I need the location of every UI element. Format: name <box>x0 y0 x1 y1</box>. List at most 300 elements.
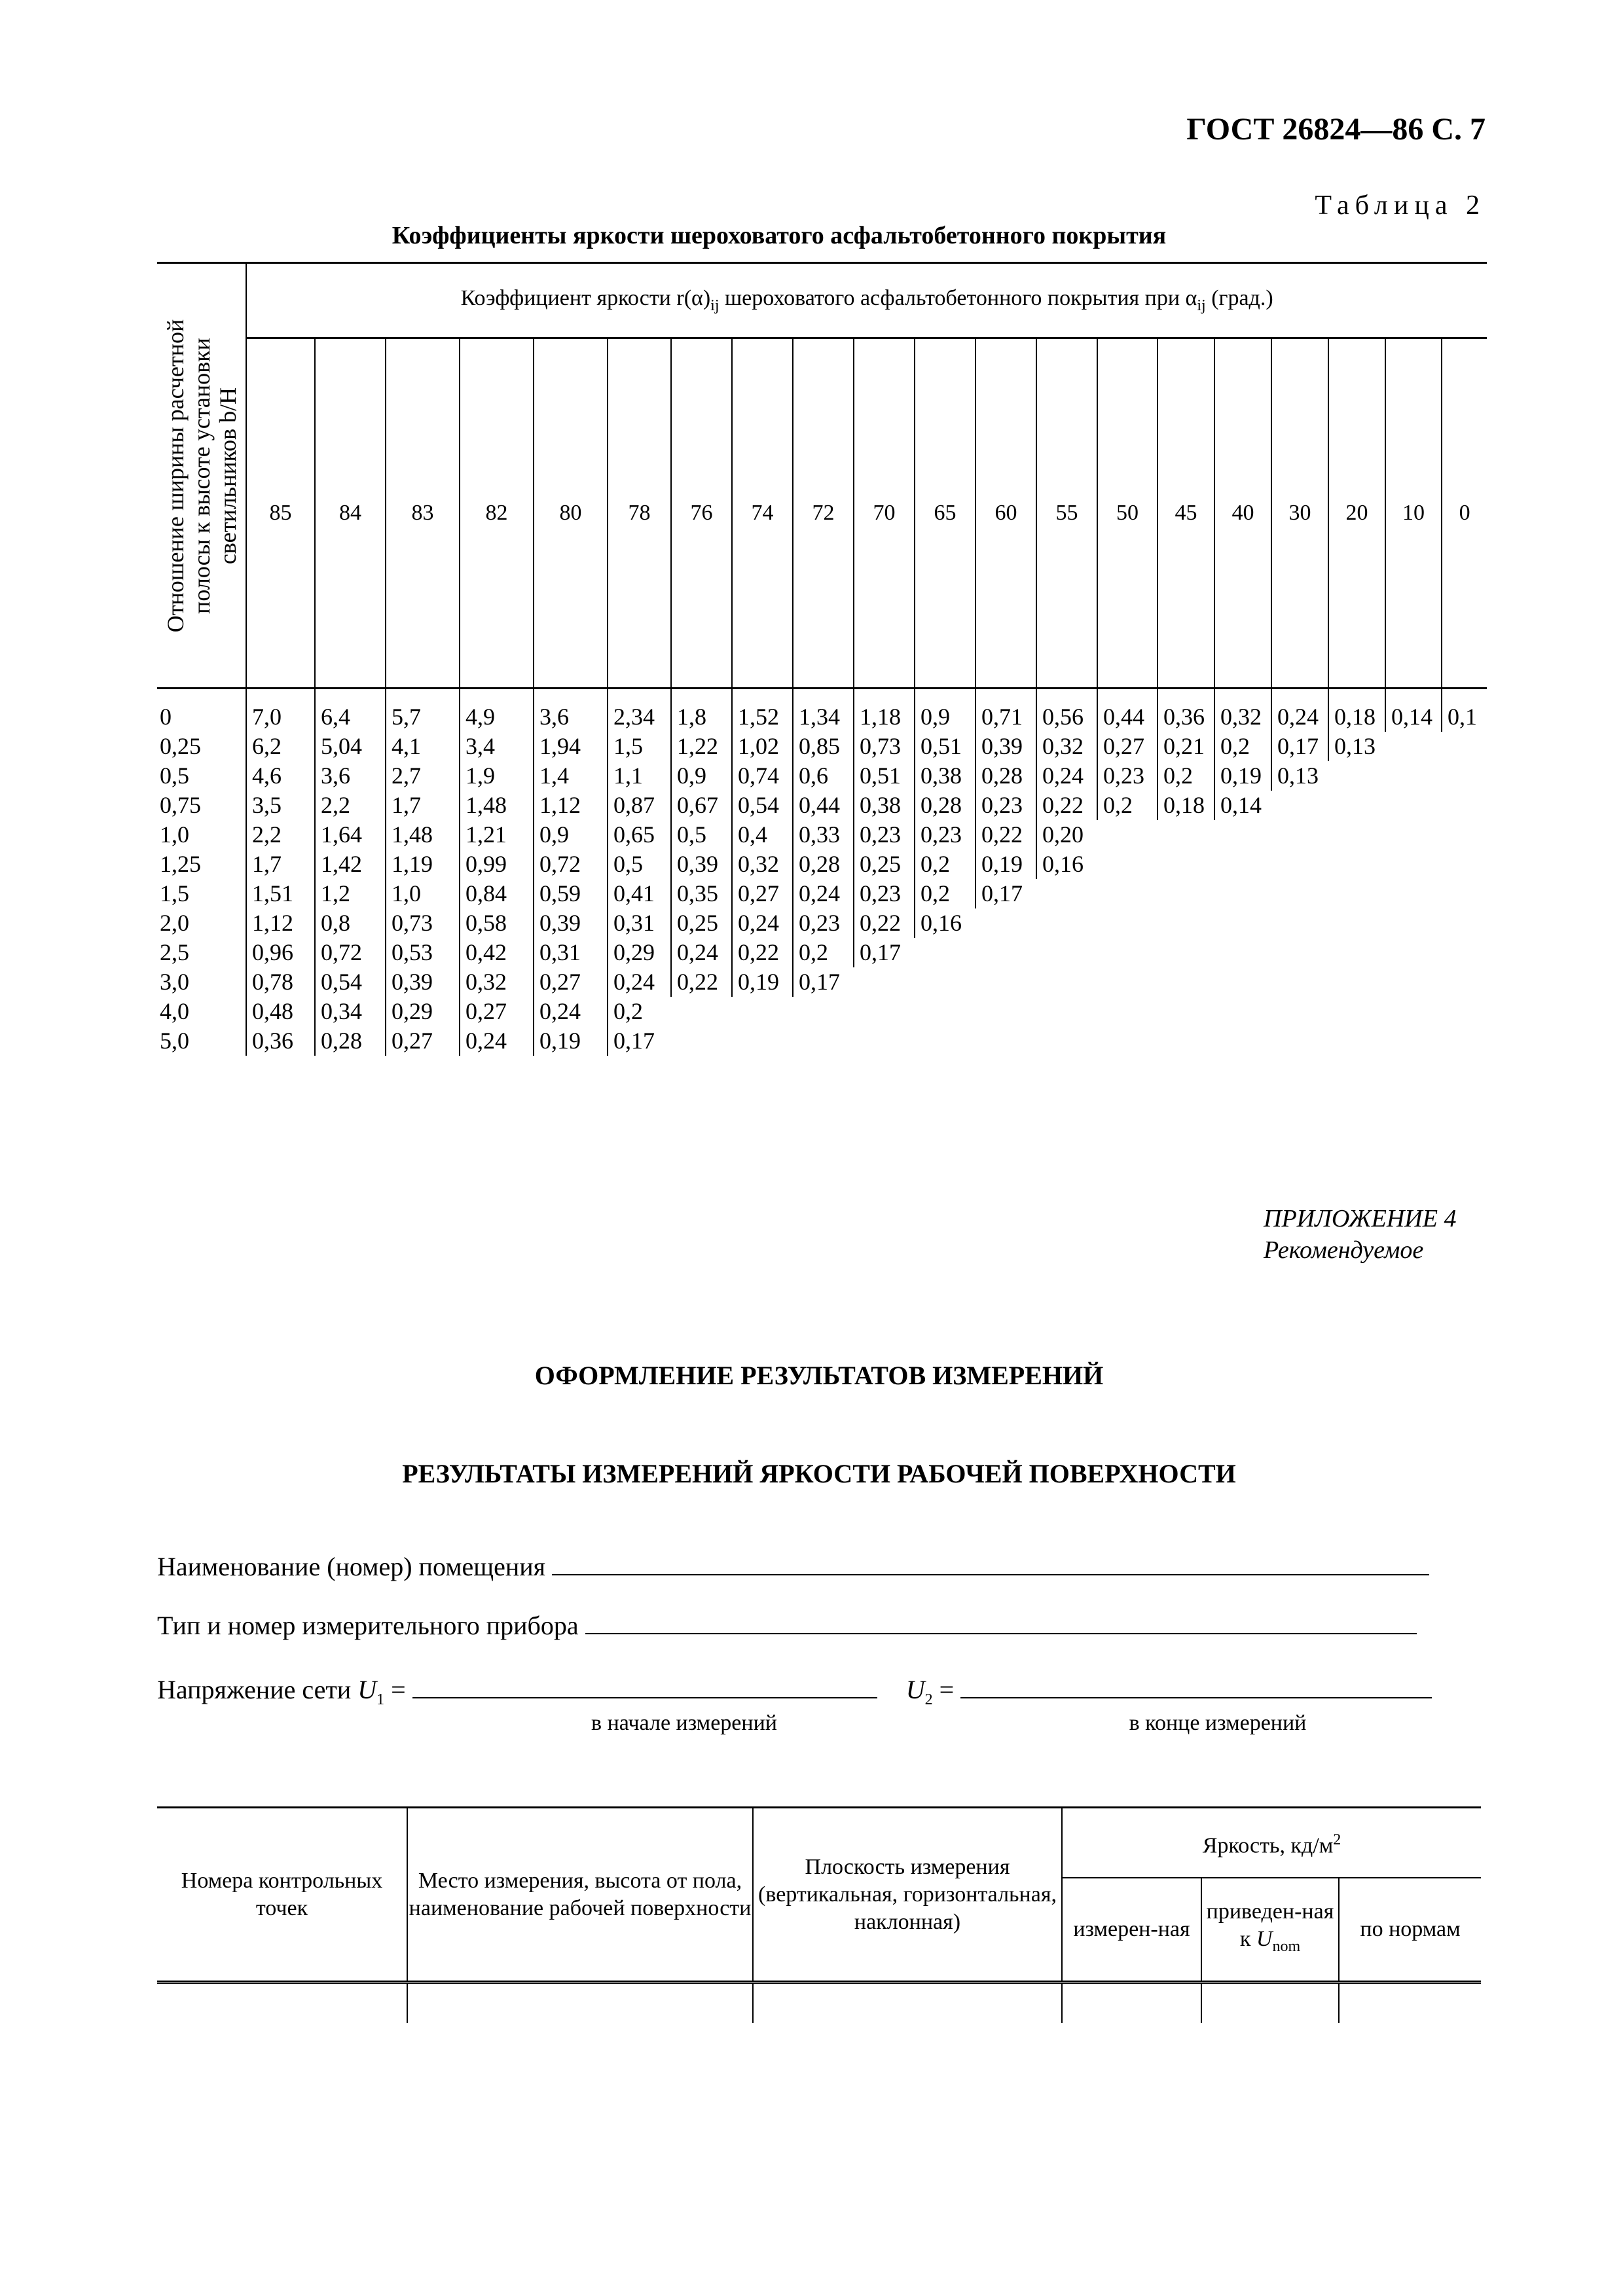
coefficient-cell: 1,2 <box>315 879 386 908</box>
coefficient-cell: 0,27 <box>1097 732 1158 761</box>
coefficient-cell <box>1158 850 1214 879</box>
coefficient-cell <box>1271 938 1328 967</box>
angle-header: 50 <box>1097 338 1158 689</box>
u2-symbol: U <box>905 1675 925 1704</box>
coefficient-cell <box>1214 938 1271 967</box>
coefficient-cell: 0,85 <box>793 732 854 761</box>
coefficient-cell: 0,72 <box>534 850 608 879</box>
caption-text-end: (град.) <box>1205 286 1273 311</box>
coefficient-cell: 0,22 <box>1036 791 1097 820</box>
u1-input-line[interactable] <box>412 1675 877 1698</box>
coefficient-cell: 2,2 <box>315 791 386 820</box>
bh-value: 2,5 <box>160 939 189 965</box>
coefficient-cell <box>1214 820 1271 850</box>
coefficient-cell <box>1328 938 1385 967</box>
coefficient-cell: 0,87 <box>608 791 671 820</box>
coefficient-cell: 0,56 <box>1036 689 1097 732</box>
results-empty-cell[interactable] <box>407 1982 753 2023</box>
table-row <box>157 820 1487 850</box>
coefficient-cell <box>1442 791 1487 820</box>
coefficient-cell: 0,36 <box>1158 689 1214 732</box>
coefficient-cell: 0,23 <box>1097 761 1158 791</box>
reduced-u-symbol: U <box>1256 1927 1273 1952</box>
document-header: ГОСТ 26824—86 С. 7 <box>1186 112 1486 147</box>
coefficient-cell <box>915 1026 976 1056</box>
coefficient-cell: 0,24 <box>671 938 732 967</box>
coefficient-cell: 0,31 <box>534 938 608 967</box>
coefficient-cell <box>1442 761 1487 791</box>
coefficient-cell: 0,19 <box>1214 761 1271 791</box>
coefficient-cell: 1,19 <box>386 850 460 879</box>
table-row <box>157 938 1487 967</box>
coefficient-cell: 0,24 <box>1036 761 1097 791</box>
coefficient-cell: 1,5 <box>608 732 671 761</box>
voltage-field <box>157 1674 1432 1709</box>
coefficient-cell: 1,48 <box>386 820 460 850</box>
coefficient-cell <box>1328 850 1385 879</box>
coefficient-cell: 0,99 <box>460 850 534 879</box>
device-field <box>157 1610 1417 1641</box>
table-row <box>157 732 1487 761</box>
coefficient-cell: 0,2 <box>1158 761 1214 791</box>
coefficient-cell: 1,48 <box>460 791 534 820</box>
coefficient-cell: 0,32 <box>732 850 793 879</box>
coefficient-cell: 1,52 <box>732 689 793 732</box>
coefficient-cell <box>1214 908 1271 938</box>
coefficient-cell <box>915 967 976 997</box>
angle-header: 70 <box>854 338 915 689</box>
coefficient-cell: 0,65 <box>608 820 671 850</box>
coefficient-cell: 0,24 <box>460 1026 534 1056</box>
coefficient-cell: 0,71 <box>976 689 1036 732</box>
coefficient-cell: 1,18 <box>854 689 915 732</box>
brightness-unit-sup: 2 <box>1333 1831 1341 1848</box>
angle-header: 65 <box>915 338 976 689</box>
voltage-label: Напряжение сети <box>157 1675 352 1704</box>
coefficient-cell: 0,36 <box>246 1026 315 1056</box>
caption-sub: ij <box>710 296 720 314</box>
coefficient-cell: 0,23 <box>915 820 976 850</box>
coefficient-cell <box>1442 938 1487 967</box>
angle-header: 82 <box>460 338 534 689</box>
results-table <box>157 1806 1481 2023</box>
coefficient-cell: 0,18 <box>1158 791 1214 820</box>
coefficient-cell <box>1097 908 1158 938</box>
coefficient-cell: 0,32 <box>460 967 534 997</box>
coefficient-cell <box>1271 820 1328 850</box>
angle-header: 55 <box>1036 338 1097 689</box>
coefficient-cell: 0,23 <box>854 879 915 908</box>
coefficient-cell <box>1214 850 1271 879</box>
room-input-line[interactable] <box>552 1552 1429 1575</box>
coefficient-cell: 1,42 <box>315 850 386 879</box>
coefficient-cell: 0,24 <box>1271 689 1328 732</box>
table-row <box>157 967 1487 997</box>
coefficient-cell <box>1214 1026 1271 1056</box>
coefficient-cell <box>1271 908 1328 938</box>
coefficient-cell <box>1385 791 1442 820</box>
coefficient-cell: 0,23 <box>976 791 1036 820</box>
col-points-header: Номера контрольных точек <box>157 1808 407 1982</box>
coefficient-cell: 0,24 <box>608 967 671 997</box>
coefficient-cell: 0,22 <box>732 938 793 967</box>
coefficient-cell: 0,2 <box>793 938 854 967</box>
coefficient-cell: 2,7 <box>386 761 460 791</box>
coefficient-cell <box>1036 1026 1097 1056</box>
coefficient-cell: 0,17 <box>793 967 854 997</box>
coefficient-cell: 0,13 <box>1328 732 1385 761</box>
coefficient-cell: 0,1 <box>1442 689 1487 732</box>
coefficient-cell: 1,12 <box>246 908 315 938</box>
angle-header: 10 <box>1385 338 1442 689</box>
coefficient-cell <box>1158 967 1214 997</box>
appendix-label: ПРИЛОЖЕНИЕ 4 <box>1264 1205 1457 1232</box>
coefficient-cell: 0,67 <box>671 791 732 820</box>
coefficient-cell: 0,72 <box>315 938 386 967</box>
table-row <box>157 850 1487 879</box>
angle-header: 85 <box>246 338 315 689</box>
bh-value: 5,0 <box>160 1028 189 1054</box>
coefficient-cell: 0,23 <box>854 820 915 850</box>
coefficient-cell: 0,32 <box>1214 689 1271 732</box>
coefficient-cell: 0,74 <box>732 761 793 791</box>
appendix-status: Рекомендуемое <box>1264 1236 1424 1264</box>
angle-header: 20 <box>1328 338 1385 689</box>
coefficient-cell: 0,35 <box>671 879 732 908</box>
coefficient-cell <box>1442 908 1487 938</box>
bh-value: 1,25 <box>160 851 201 877</box>
coefficient-cell: 0,31 <box>608 908 671 938</box>
sub-norm: по нормам <box>1339 1878 1481 1982</box>
coefficient-cell <box>671 1026 732 1056</box>
angle-header: 40 <box>1214 338 1271 689</box>
table-row <box>157 689 1487 732</box>
coefficient-cell: 1,1 <box>608 761 671 791</box>
coefficient-cell: 0,54 <box>315 967 386 997</box>
angle-header: 0 <box>1442 338 1487 689</box>
coefficient-cell: 0,21 <box>1158 732 1214 761</box>
coefficient-cell: 6,4 <box>315 689 386 732</box>
coefficient-cell: 0,27 <box>386 1026 460 1056</box>
coefficient-cell <box>1328 1026 1385 1056</box>
coefficient-cell: 1,12 <box>534 791 608 820</box>
coefficient-cell <box>1097 938 1158 967</box>
bh-value: 1,0 <box>160 821 189 848</box>
coefficient-cell: 0,9 <box>915 689 976 732</box>
angle-header: 84 <box>315 338 386 689</box>
bh-value: 4,0 <box>160 998 189 1024</box>
sub-reduced <box>1201 1878 1339 1982</box>
coefficient-cell: 6,2 <box>246 732 315 761</box>
coefficient-cell: 0,6 <box>793 761 854 791</box>
coefficient-cell: 0,9 <box>534 820 608 850</box>
bh-value: 0,5 <box>160 762 189 789</box>
coefficient-cell: 1,8 <box>671 689 732 732</box>
coefficient-cell: 0,53 <box>386 938 460 967</box>
u1-eq: = <box>384 1675 406 1704</box>
angle-header: 78 <box>608 338 671 689</box>
coefficient-cell: 0,29 <box>386 997 460 1026</box>
end-caption: в конце измерений <box>1129 1711 1307 1735</box>
table-title: Коэффициенты яркости шероховатого асфальтобетонного покрытия <box>392 222 1167 249</box>
coefficient-cell <box>1442 879 1487 908</box>
coefficient-cell: 0,14 <box>1385 689 1442 732</box>
coefficient-cell <box>1036 997 1097 1026</box>
table-number: Таблица 2 <box>1315 190 1486 221</box>
coefficient-cell <box>1385 997 1442 1026</box>
coefficient-cell: 0,27 <box>534 967 608 997</box>
coefficient-cell <box>1385 938 1442 967</box>
coefficient-cell: 0,44 <box>1097 689 1158 732</box>
results-empty-cell[interactable] <box>1339 1982 1481 2023</box>
coefficient-cell <box>1385 761 1442 791</box>
coefficient-cell: 0,24 <box>793 879 854 908</box>
coefficient-cell <box>732 997 793 1026</box>
coefficient-cell <box>1442 967 1487 997</box>
u2-input-line[interactable] <box>960 1675 1432 1698</box>
coefficient-cell: 0,22 <box>854 908 915 938</box>
coefficient-cell: 0,2 <box>608 997 671 1026</box>
coefficient-cell <box>1036 938 1097 967</box>
results-empty-cell[interactable] <box>753 1982 1062 2023</box>
u2-eq: = <box>932 1675 955 1704</box>
coefficient-cell <box>1328 820 1385 850</box>
coefficient-cell: 0,39 <box>534 908 608 938</box>
coefficient-cell: 0,28 <box>315 1026 386 1056</box>
coefficient-cell <box>1097 820 1158 850</box>
bh-value: 2,0 <box>160 910 189 936</box>
coefficient-cell: 1,64 <box>315 820 386 850</box>
coefficient-cell: 1,94 <box>534 732 608 761</box>
coefficient-cell: 0,23 <box>793 908 854 938</box>
coefficient-cell <box>1036 967 1097 997</box>
coefficient-cell: 0,73 <box>854 732 915 761</box>
coefficient-cell: 0,28 <box>793 850 854 879</box>
coefficient-caption <box>246 263 1487 338</box>
coefficient-cell: 0,5 <box>608 850 671 879</box>
caption-sub-2: ij <box>1197 296 1206 314</box>
coefficient-cell <box>1328 761 1385 791</box>
coefficient-cell <box>1442 850 1487 879</box>
coefficient-cell <box>732 1026 793 1056</box>
coefficient-cell: 3,6 <box>315 761 386 791</box>
coefficient-cell <box>1097 1026 1158 1056</box>
coefficient-cell: 3,5 <box>246 791 315 820</box>
coefficient-cell: 0,39 <box>976 732 1036 761</box>
row-header-text: Отношение ширины расчетной полосы к высоте установки светильников b/H <box>162 319 241 632</box>
coefficient-cell: 0,2 <box>915 850 976 879</box>
coefficient-cell: 0,48 <box>246 997 315 1026</box>
angle-header: 30 <box>1271 338 1328 689</box>
coefficient-cell <box>1158 908 1214 938</box>
coefficient-cell <box>1158 1026 1214 1056</box>
coefficient-cell: 1,7 <box>246 850 315 879</box>
bh-value: 0,25 <box>160 733 201 759</box>
angle-header: 45 <box>1158 338 1214 689</box>
brightness-coefficient-table <box>157 262 1487 1056</box>
coefficient-cell: 0,22 <box>976 820 1036 850</box>
coefficient-cell: 3,4 <box>460 732 534 761</box>
coefficient-cell <box>1158 997 1214 1026</box>
coefficient-cell <box>854 997 915 1026</box>
coefficient-cell: 1,02 <box>732 732 793 761</box>
coefficient-cell: 5,7 <box>386 689 460 732</box>
coefficient-cell: 0,73 <box>386 908 460 938</box>
coefficient-cell: 0,78 <box>246 967 315 997</box>
coefficient-cell <box>854 1026 915 1056</box>
coefficient-cell <box>1385 820 1442 850</box>
coefficient-cell: 1,21 <box>460 820 534 850</box>
col-brightness-header <box>1062 1808 1481 1878</box>
coefficient-cell: 1,9 <box>460 761 534 791</box>
caption-text-mid: шероховатого асфальтобетонного покрытия при α <box>719 286 1197 311</box>
coefficient-cell <box>1328 997 1385 1026</box>
coefficient-cell <box>1271 1026 1328 1056</box>
coefficient-cell <box>1442 997 1487 1026</box>
coefficient-cell: 0,42 <box>460 938 534 967</box>
col-plane-header: Плоскость измерения (вертикальная, горизонтальная, наклонная) <box>753 1808 1062 1982</box>
coefficient-cell <box>1328 908 1385 938</box>
coefficient-cell: 3,6 <box>534 689 608 732</box>
coefficient-cell: 0,16 <box>1036 850 1097 879</box>
bh-value: 0 <box>160 704 172 730</box>
angle-header: 60 <box>976 338 1036 689</box>
room-label: Наименование (номер) помещения <box>157 1552 546 1581</box>
angle-header: 72 <box>793 338 854 689</box>
coefficient-cell <box>1385 732 1442 761</box>
coefficient-cell <box>1328 967 1385 997</box>
coefficient-cell <box>1271 791 1328 820</box>
u1-symbol: U <box>357 1675 377 1704</box>
coefficient-cell <box>1328 791 1385 820</box>
results-empty-cell[interactable] <box>1062 1982 1201 2023</box>
coefficient-cell: 0,59 <box>534 879 608 908</box>
coefficient-cell: 0,17 <box>976 879 1036 908</box>
coefficient-cell: 0,17 <box>608 1026 671 1056</box>
coefficient-cell: 0,39 <box>386 967 460 997</box>
coefficient-cell: 0,24 <box>732 908 793 938</box>
bh-value: 1,5 <box>160 880 189 906</box>
coefficient-cell <box>1442 820 1487 850</box>
coefficient-cell <box>793 997 854 1026</box>
coefficient-cell: 0,22 <box>671 967 732 997</box>
coefficient-cell: 0,9 <box>671 761 732 791</box>
coefficient-cell <box>1385 1026 1442 1056</box>
coefficient-cell: 2,2 <box>246 820 315 850</box>
coefficient-cell <box>1385 908 1442 938</box>
coefficient-cell: 0,96 <box>246 938 315 967</box>
coefficient-cell: 0,17 <box>1271 732 1328 761</box>
coefficient-cell <box>976 908 1036 938</box>
device-label: Тип и номер измерительного прибора <box>157 1611 579 1640</box>
coefficient-cell: 0,28 <box>976 761 1036 791</box>
angle-header: 76 <box>671 338 732 689</box>
coefficient-cell <box>976 997 1036 1026</box>
device-input-line[interactable] <box>585 1611 1417 1634</box>
coefficient-cell <box>671 997 732 1026</box>
coefficient-cell: 0,5 <box>671 820 732 850</box>
coefficient-cell: 0,25 <box>671 908 732 938</box>
coefficient-cell: 1,34 <box>793 689 854 732</box>
sub-measured: измерен-ная <box>1062 1878 1201 1982</box>
coefficient-cell: 0,33 <box>793 820 854 850</box>
coefficient-cell <box>1036 879 1097 908</box>
coefficient-cell: 0,2 <box>1097 791 1158 820</box>
coefficient-cell <box>1442 732 1487 761</box>
coefficient-cell <box>1158 820 1214 850</box>
coefficient-cell: 4,6 <box>246 761 315 791</box>
coefficient-cell <box>1158 879 1214 908</box>
coefficient-cell: 0,2 <box>915 879 976 908</box>
caption-text: Коэффициент яркости r(α) <box>460 286 711 311</box>
subsection-title: РЕЗУЛЬТАТЫ ИЗМЕРЕНИЙ ЯРКОСТИ РАБОЧЕЙ ПОВЕРХНОСТИ <box>402 1459 1236 1488</box>
coefficient-cell: 0,25 <box>854 850 915 879</box>
reduced-u-sub: nom <box>1272 1938 1301 1956</box>
coefficient-cell <box>1385 967 1442 997</box>
coefficient-cell <box>1328 879 1385 908</box>
table-row <box>157 997 1487 1026</box>
coefficient-cell: 0,34 <box>315 997 386 1026</box>
coefficient-cell <box>976 938 1036 967</box>
coefficient-cell: 0,2 <box>1214 732 1271 761</box>
coefficient-cell: 0,17 <box>854 938 915 967</box>
coefficient-cell: 1,0 <box>386 879 460 908</box>
coefficient-cell: 0,38 <box>915 761 976 791</box>
coefficient-cell <box>1214 997 1271 1026</box>
coefficient-cell: 0,84 <box>460 879 534 908</box>
coefficient-cell <box>1271 967 1328 997</box>
coefficient-cell: 0,27 <box>732 879 793 908</box>
table-row <box>157 908 1487 938</box>
results-empty-cell[interactable] <box>1201 1982 1339 2023</box>
section-title: ОФОРМЛЕНИЕ РЕЗУЛЬТАТОВ ИЗМЕРЕНИЙ <box>534 1361 1104 1390</box>
coefficient-cell <box>1271 850 1328 879</box>
coefficient-cell: 1,7 <box>386 791 460 820</box>
coefficient-cell: 4,1 <box>386 732 460 761</box>
coefficient-cell: 1,22 <box>671 732 732 761</box>
coefficient-cell: 0,19 <box>732 967 793 997</box>
coefficient-cell: 0,20 <box>1036 820 1097 850</box>
coefficient-cell <box>1271 997 1328 1026</box>
coefficient-cell <box>1097 967 1158 997</box>
coefficient-cell <box>793 1026 854 1056</box>
coefficient-cell: 7,0 <box>246 689 315 732</box>
col-place-header: Место измерения, высота от пола, наименование рабочей поверхности <box>407 1808 753 1982</box>
angle-header: 74 <box>732 338 793 689</box>
angle-header: 83 <box>386 338 460 689</box>
coefficient-cell: 0,54 <box>732 791 793 820</box>
coefficient-cell: 0,51 <box>915 732 976 761</box>
bh-value: 3,0 <box>160 969 189 995</box>
start-caption: в начале измерений <box>591 1711 777 1735</box>
results-empty-cell[interactable] <box>157 1982 407 2023</box>
coefficient-cell: 0,41 <box>608 879 671 908</box>
coefficient-cell <box>1097 997 1158 1026</box>
coefficient-cell: 0,51 <box>854 761 915 791</box>
coefficient-cell: 0,19 <box>976 850 1036 879</box>
coefficient-cell: 0,29 <box>608 938 671 967</box>
coefficient-cell: 0,8 <box>315 908 386 938</box>
coefficient-cell <box>976 967 1036 997</box>
coefficient-cell <box>1214 879 1271 908</box>
coefficient-cell <box>1097 850 1158 879</box>
coefficient-cell <box>1385 850 1442 879</box>
reduced-label: приведен-ная к <box>1206 1899 1334 1952</box>
coefficient-cell: 0,13 <box>1271 761 1328 791</box>
coefficient-cell: 0,19 <box>534 1026 608 1056</box>
coefficient-cell: 0,44 <box>793 791 854 820</box>
u1-sub: 1 <box>376 1691 385 1708</box>
